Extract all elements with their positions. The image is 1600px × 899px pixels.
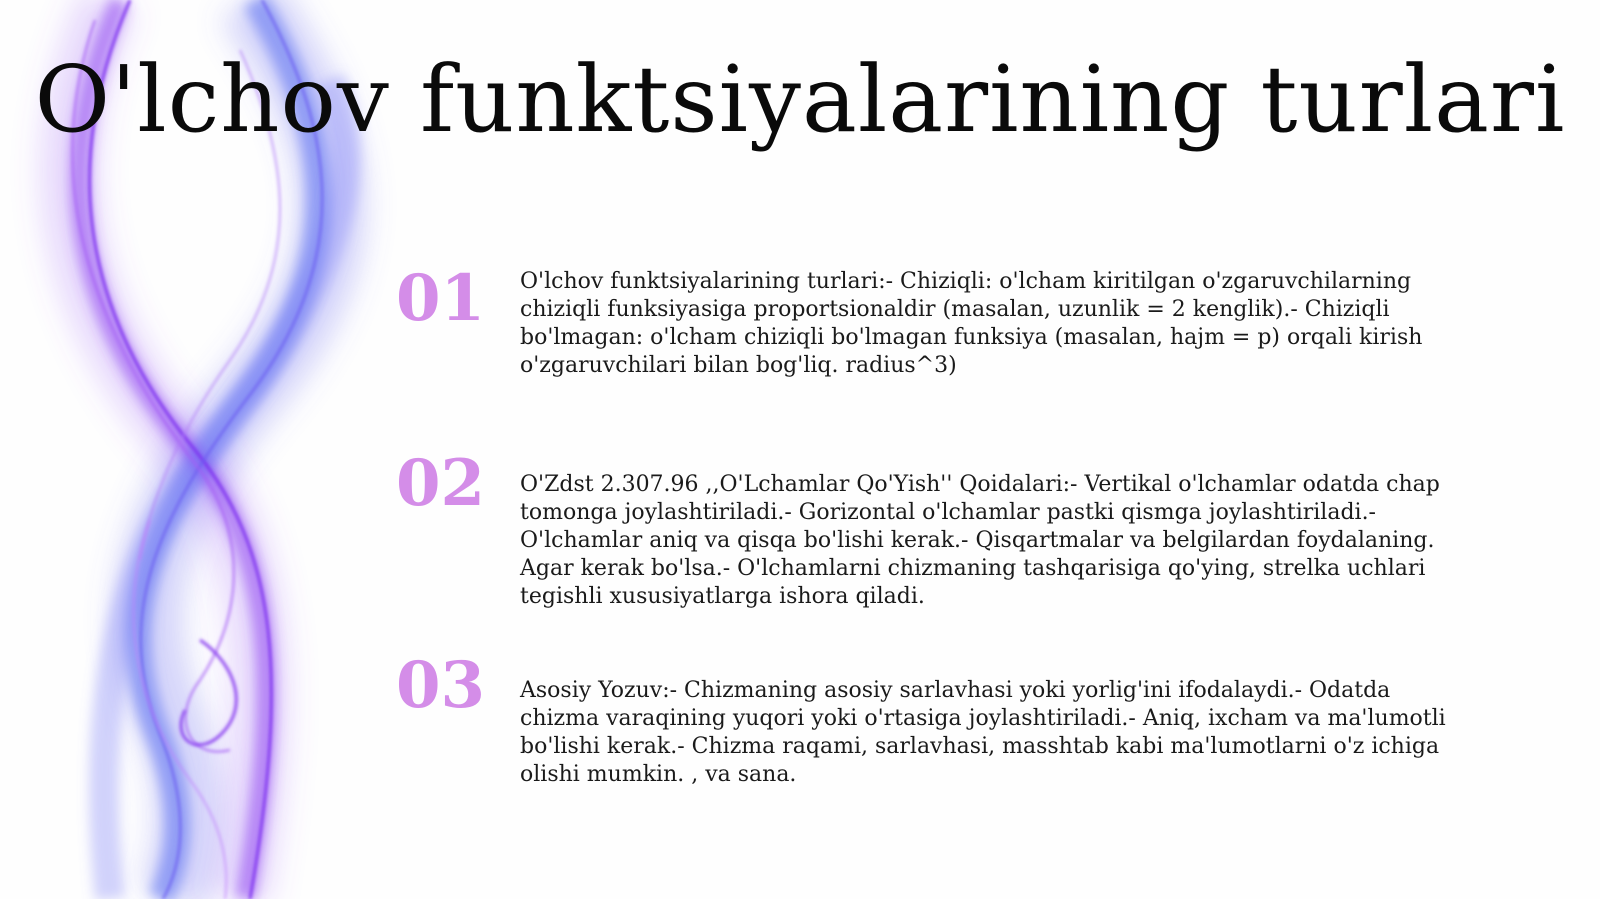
item-number: 01	[396, 261, 486, 336]
item-number: 02	[396, 446, 486, 521]
slide-title: O'lchov funktsiyalarining turlari	[34, 46, 1566, 153]
item-text: O'Zdst 2.307.96 ,,O'Lchamlar Qo'Yish'' Qoidalari:- Vertikal o'lchamlar odatda chap tomonga joylashtiriladi.- Gorizontal o'lchamlar pastki qismga joylashtiriladi.- O'lchamlar aniq va qisqa bo'lishi kerak.- Qisqartmalar va belgilardan foydalaning. Agar kerak bo'lsa.- O'lchamlarni chizmaning tashqarisiga qo'ying, strelka uchlari tegishli xususiyatlarga ishora qiladi.	[520, 472, 1440, 609]
item-text: Asosiy Yozuv:- Chizmaning asosiy sarlavhasi yoki yorlig'ini ifodalaydi.- Odatda chizma varaqining yuqori yoki o'rtasiga joylashtiriladi.- Aniq, ixcham va ma'lumotli bo'lishi kerak.- Chizma raqami, sarlavhasi, masshtab kabi ma'lumotlarni o'z ichiga olishi mumkin. , va sana.	[520, 678, 1446, 787]
item-number: 03	[396, 648, 486, 723]
item-text: O'lchov funktsiyalarining turlari:- Chiziqli: o'lcham kiritilgan o'zgaruvchilarning chiziqli funksiyasiga proportsionaldir (masalan, uzunlik = 2 kenglik).- Chiziqli bo'lmagan: o'lcham chiziqli bo'lmagan funksiya (masalan, hajm = p) orqali kirish o'zgaruvchilari bilan bog'liq. radius^3)	[520, 269, 1423, 378]
